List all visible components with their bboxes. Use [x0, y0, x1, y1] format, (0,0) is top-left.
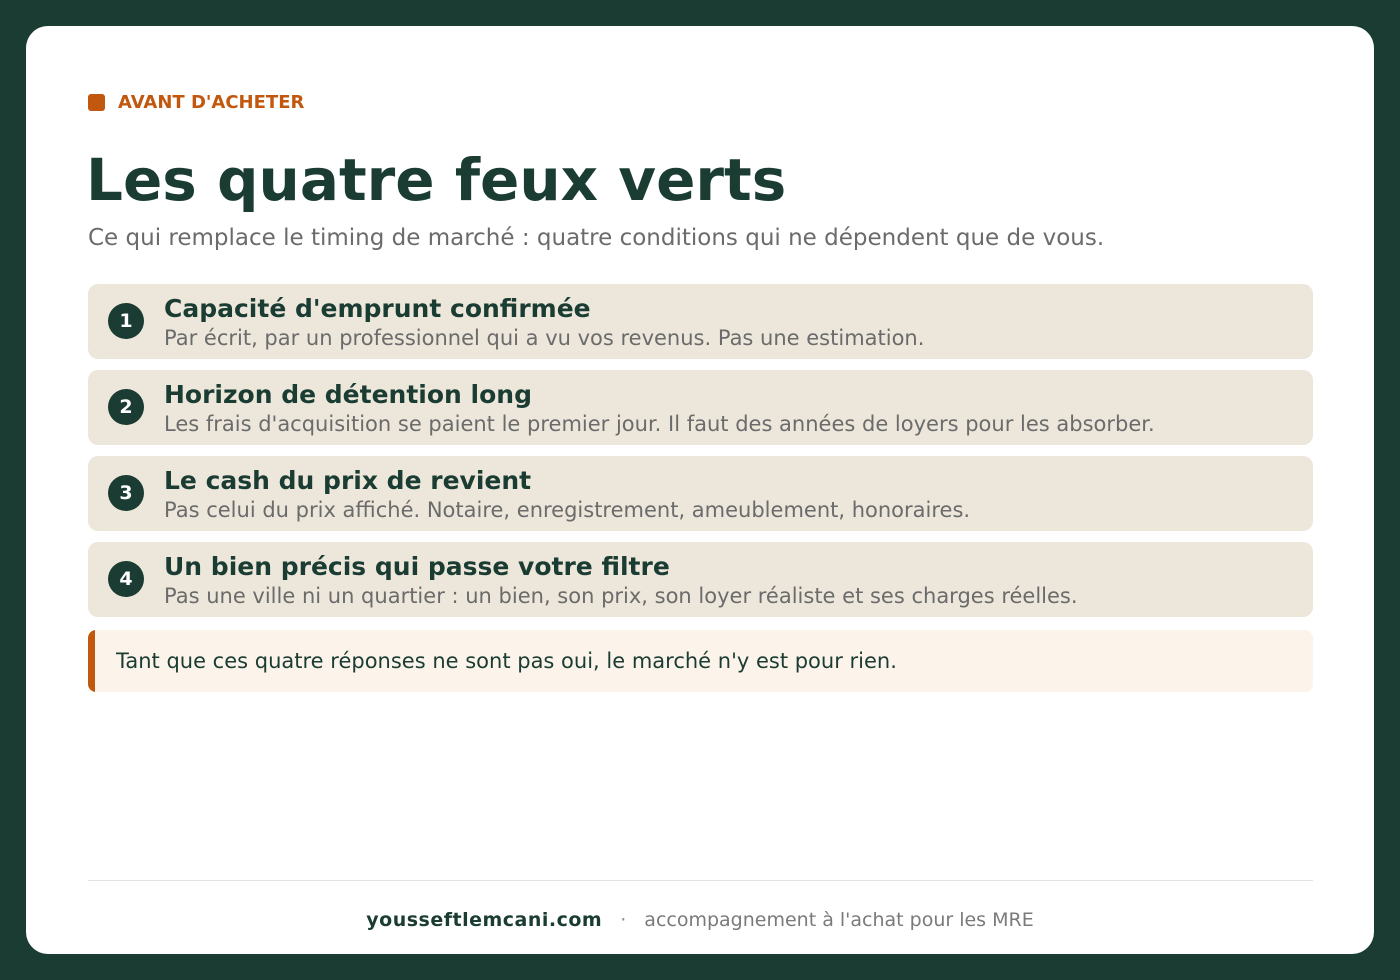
condition-item-1: [88, 284, 1313, 359]
footer-separator: ·: [620, 909, 627, 931]
page-title: Les quatre feux verts: [86, 146, 787, 214]
page-subtitle: Ce qui remplace le timing de marché : quatre conditions qui ne dépendent que de vous.: [88, 225, 1105, 251]
number-badge: 1: [108, 303, 144, 339]
conditions-list: [88, 284, 1313, 628]
condition-description: Pas une ville ni un quartier : un bien, son prix, son loyer réaliste et ses charges réelles.: [164, 584, 1078, 608]
condition-title: Horizon de détention long: [164, 380, 532, 409]
condition-title: Un bien précis qui passe votre filtre: [164, 552, 670, 581]
number-badge: 3: [108, 475, 144, 511]
eyebrow-label: AVANT D'ACHETER: [118, 91, 305, 113]
callout-text: Tant que ces quatre réponses ne sont pas oui, le marché n'y est pour rien.: [116, 649, 897, 673]
footer-divider: [88, 880, 1313, 881]
eyebrow: [88, 88, 304, 116]
condition-title: Le cash du prix de revient: [164, 466, 532, 495]
condition-description: Pas celui du prix affiché. Notaire, enregistrement, ameublement, honoraires.: [164, 498, 971, 522]
condition-item-2: [88, 370, 1313, 445]
number-badge: 2: [108, 389, 144, 425]
callout-accent-bar: [88, 630, 95, 692]
footer-tagline: accompagnement à l'achat pour les MRE: [644, 909, 1034, 931]
condition-description: Par écrit, par un professionnel qui a vu vos revenus. Pas une estimation.: [164, 326, 925, 350]
square-bullet-icon: [88, 94, 105, 111]
footer: [26, 906, 1374, 934]
slide-card: [26, 26, 1374, 954]
condition-description: Les frais d'acquisition se paient le premier jour. Il faut des années de loyers pour les absorber.: [164, 412, 1155, 436]
footer-site-link[interactable]: yousseftlemcani.com: [366, 909, 603, 931]
number-badge: 4: [108, 561, 144, 597]
callout-box: [88, 630, 1313, 692]
condition-item-4: [88, 542, 1313, 617]
condition-title: Capacité d'emprunt confirmée: [164, 294, 591, 323]
condition-item-3: [88, 456, 1313, 531]
